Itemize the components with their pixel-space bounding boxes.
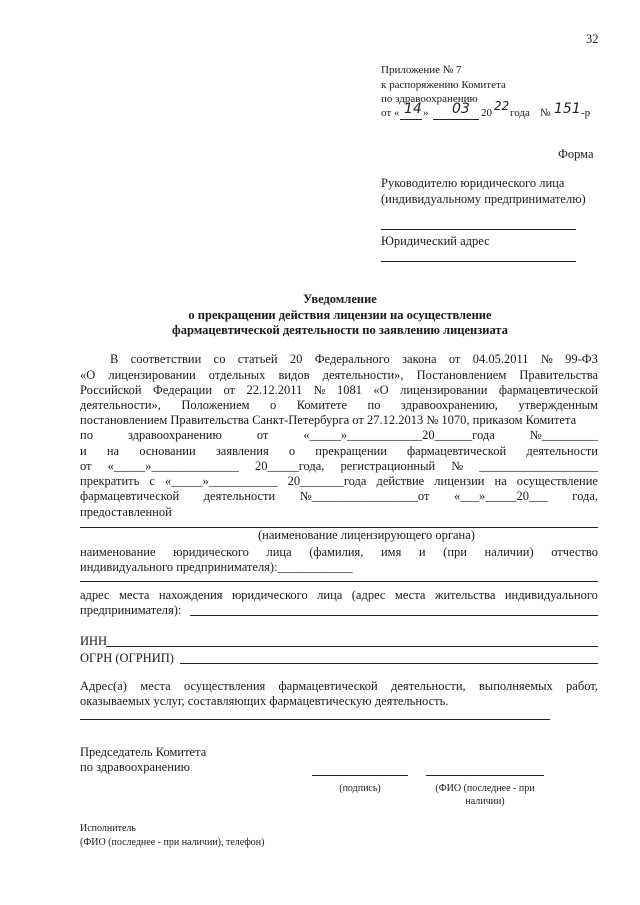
body-line-7	[80, 444, 598, 459]
body-word: со	[213, 352, 226, 366]
body-word: №_________________от	[299, 489, 430, 503]
signature-caption: (подпись)	[339, 783, 381, 794]
body-word: и	[418, 545, 426, 559]
appendix-label: Приложение № 7	[381, 64, 462, 76]
body-word: «_____»____________20______года	[303, 428, 495, 442]
legal-address-line	[381, 261, 576, 262]
title-line2: о прекращении действия лицензии на осуществление	[188, 308, 492, 322]
body-line-2	[80, 368, 598, 383]
body-word: работ,	[566, 679, 598, 693]
body-word: «_____»______________	[107, 459, 239, 473]
body-word: отдельных	[208, 368, 266, 382]
body-line-10	[80, 489, 598, 504]
body-word: 22.12.2011	[246, 383, 303, 397]
body-word: Адрес(а)	[80, 679, 127, 693]
chair-line1: Председатель Комитета	[80, 745, 207, 759]
body-word: деятельности,	[390, 679, 466, 693]
body-word: 99-ФЗ	[565, 352, 598, 366]
body-word: адрес	[80, 588, 110, 602]
body-word: деятельности»,	[80, 398, 161, 412]
body-word: Положением	[181, 398, 250, 412]
body-word: от	[223, 383, 236, 397]
inn-label: ИНН	[80, 634, 108, 648]
body-word: фармацевтической	[278, 679, 378, 693]
body-word: соответствии	[130, 352, 202, 366]
body-word: «___»_____20___	[453, 489, 548, 503]
body-word: осуществление	[516, 474, 598, 488]
body-word: прекращении	[315, 444, 387, 458]
appendix-date-day: 14	[404, 101, 422, 117]
body-word: наименование	[80, 545, 156, 559]
addressee-name-line	[381, 229, 576, 230]
body-word: фармацевтической	[407, 444, 507, 458]
body-word: места	[140, 679, 171, 693]
addressee-line1: Руководителю юридического лица	[381, 176, 565, 190]
appendix-year-prefix: 20	[481, 107, 492, 119]
body-word: лица	[266, 545, 292, 559]
body-word: имя	[380, 545, 402, 559]
body-word: фармацевтической	[498, 383, 598, 397]
body-word: о	[270, 398, 277, 412]
body-word: на	[494, 474, 507, 488]
body-word: прекратить	[80, 474, 140, 488]
addressee-line2: (индивидуальному предпринимателю)	[381, 192, 586, 206]
page-number: 32	[586, 32, 599, 46]
body-word: (фамилия,	[309, 545, 364, 559]
body-word: Российской	[80, 383, 142, 397]
legal-address-label: Юридический адрес	[381, 234, 490, 248]
body-word: лицензировании	[108, 368, 196, 382]
body-word: на	[106, 444, 120, 458]
ogrn-line	[180, 663, 598, 664]
form-label: Форма	[558, 147, 594, 161]
licensing-body-caption: (наименование лицензирующего органа)	[258, 528, 475, 542]
fio-caption-line1: (ФИО (последнее - при	[435, 783, 535, 794]
date-day-underline	[400, 119, 422, 120]
body-word: деятельности	[203, 489, 276, 503]
body-word: В	[110, 352, 119, 366]
body-word: здравоохранению,	[400, 398, 498, 412]
address-line	[190, 615, 598, 616]
body-word: действие	[376, 474, 425, 488]
body-word: (при	[443, 545, 467, 559]
body-word: 20_____года,	[254, 459, 325, 473]
body-word: отчество	[551, 545, 598, 559]
body-word: «О	[80, 368, 96, 382]
body-word: года,	[572, 489, 598, 503]
date-month-underline	[433, 119, 479, 120]
body-word: индивидуального	[504, 588, 598, 602]
body-word: лица	[317, 588, 343, 602]
inn-line	[106, 646, 598, 647]
body-line-13: индивидуального предпринимателя):____________	[80, 560, 353, 574]
fio-caption-line2: наличии)	[465, 796, 505, 807]
body-word: деятельности	[526, 444, 598, 458]
body-line-15: предпринимателя):	[80, 603, 182, 617]
body-word: закона	[402, 352, 437, 366]
body-line-1	[110, 352, 598, 367]
body-word: 1081	[336, 383, 362, 397]
body-word: фармацевтической	[80, 489, 180, 503]
body-word: от	[80, 459, 92, 473]
body-word: 20	[289, 352, 303, 366]
body-word: №	[313, 383, 326, 397]
body-word: (адрес	[351, 588, 386, 602]
body-word: юридического	[173, 545, 249, 559]
body-word: №	[451, 459, 464, 473]
body-word: 20_______года	[287, 474, 367, 488]
appendix-date-prefix: от «	[381, 107, 400, 119]
body-word: №	[540, 352, 553, 366]
body-word: по	[367, 398, 381, 412]
body-word: нахождения	[158, 588, 223, 602]
executor-label: Исполнитель	[80, 823, 136, 834]
body-word: «О	[373, 383, 389, 397]
body-word: №_________	[529, 428, 598, 442]
body-line-5: постановлением Правительства Санкт-Петербурга от 27.12.2013 № 1070, приказом Комитета	[80, 413, 577, 427]
body-word: лицензировании	[400, 383, 488, 397]
body-word: регистрационный	[340, 459, 436, 473]
body-line-12	[80, 545, 598, 560]
body-word: видов	[278, 368, 310, 382]
signature-line	[312, 775, 408, 776]
body-word: 04.05.2011	[472, 352, 529, 366]
body-word: и	[80, 444, 87, 458]
body-word: Правительства	[519, 368, 598, 382]
appendix-date-month: 03	[452, 101, 470, 117]
body-word: здравоохранению	[127, 428, 222, 442]
body-word: жительства	[434, 588, 496, 602]
body-word: деятельности»,	[322, 368, 404, 382]
appendix-number-sign: №	[540, 107, 551, 119]
body-line-11: предоставленной	[80, 505, 172, 519]
body-word: статьей	[237, 352, 278, 366]
body-line-4	[80, 398, 598, 413]
fio-line	[426, 775, 544, 776]
executor-caption: (ФИО (последнее - при наличии), телефон)	[80, 837, 265, 848]
body-word: «_____»___________	[165, 474, 278, 488]
body-line-17: оказываемых услуг, составляющих фармацевтическую деятельность.	[80, 694, 449, 708]
body-word: основании	[139, 444, 196, 458]
appendix-order: к распоряжению Комитета	[381, 79, 506, 91]
ogrn-label: ОГРН (ОГРНИП)	[80, 651, 174, 665]
body-line-6	[80, 428, 598, 443]
appendix-date-year: 22	[494, 99, 510, 113]
document-page: 32 Приложение № 7 к распоряжению Комитета по здравоохранению от « 14 » 03 20 22 года № 151 -р Форма Руководителю юридического лица (индивидуальному предпринимателю) Юридический адрес Уведомление о прекращении действия лицензии на осуществление фармацевтической деятельности по заявлению лицензиата В соответствии со статьей 20 Федерального закона от 04.05.2011 № 99-ФЗ «О лицензировании отдельных видов деятельности», Постановлением Правительства Российской Федерации от 22.12.2011 № 1081 «О лицензировании фармацевтической деятельности», Положением о Комитете по здравоохранению, утвержденным постановлением Правительства Санкт-Петербурга от 27.12.2013 № 1070, приказом Комитета по здравоохранению от «_____»____________20______года №_________ и на основании заявления о прекращении фармацевтической деятельности от «_____»______________ 20_____года, регистрационный № ___________________ прекратить с «_____»___________ 20_______года действие лицензии на осуществление фармацевтической деятельности №_________________от «___»_____20___ года, предоставленной (наименование лицензирующего органа) наименование юридического лица (фамилия, имя и (при наличии) отчество индивидуального предпринимателя):____________ адрес места нахождения юридического лица (адрес места жительства индивидуального предпринимателя): ИНН ОГРН (ОГРНИП) Адрес(а) места осуществления фармацевтической деятельности, выполняемых работ, оказываемых услуг, составляющих фармацевтическую деятельность. Председатель Комитета по здравоохранению (подпись) (ФИО (последнее - при наличии) Исполнитель (ФИО (последнее - при наличии), телефон)	[80, 32, 599, 848]
body-line-8	[80, 459, 598, 474]
body-word: Федерального	[314, 352, 390, 366]
body-line-9	[80, 474, 598, 489]
body-word: от	[448, 352, 461, 366]
appendix-number: 151	[554, 101, 581, 117]
body-line-3	[80, 383, 598, 398]
body-word: заявления	[215, 444, 269, 458]
title-line1: Уведомление	[303, 292, 377, 306]
body-word: лицензии	[434, 474, 485, 488]
body-word: места	[119, 588, 150, 602]
body-word: от	[256, 428, 269, 442]
title-line3: фармацевтической деятельности по заявлению лицензиата	[172, 323, 508, 337]
body-word: Федерации	[153, 383, 213, 397]
body-word: утвержденным	[518, 398, 598, 412]
body-word: по	[80, 428, 93, 442]
body-word: места	[394, 588, 426, 602]
activity-address-line	[80, 719, 550, 720]
appendix-number-suffix: -р	[581, 107, 591, 119]
body-word: осуществления	[183, 679, 266, 693]
body-line-16	[80, 679, 598, 694]
body-word: Постановлением	[416, 368, 507, 382]
body-line-14	[80, 588, 598, 603]
body-word: наличии)	[484, 545, 534, 559]
body-word: юридического	[231, 588, 308, 602]
body-word: ___________________	[479, 459, 598, 473]
body-word: Комитете	[296, 398, 348, 412]
body-word: о	[288, 444, 296, 458]
body-word: с	[149, 474, 155, 488]
name-line	[80, 581, 598, 582]
appendix-committee: по здравоохранению	[381, 93, 478, 105]
appendix-year-suffix: года	[510, 107, 530, 119]
body-word: выполняемых	[478, 679, 553, 693]
chair-line2: по здравоохранению	[80, 760, 190, 774]
